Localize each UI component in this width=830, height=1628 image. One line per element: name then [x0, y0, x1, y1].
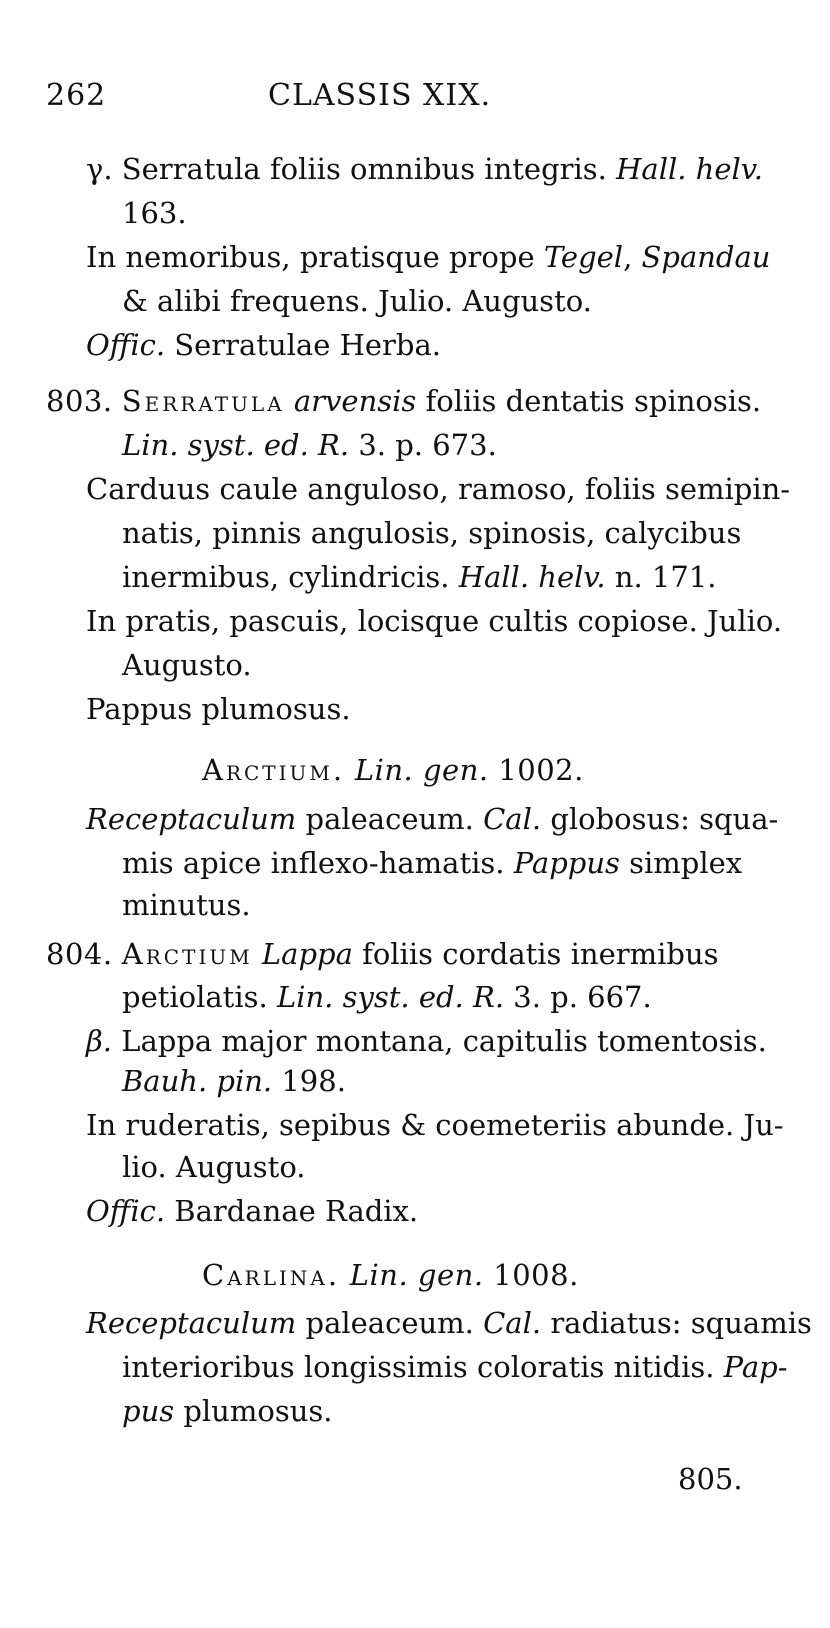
running-head-title: CLASSIS XIX. [268, 78, 492, 113]
species-name: arvensis [293, 384, 417, 418]
synonym-line: Carduus caule anguloso, ramoso, foliis semipin- [86, 472, 791, 506]
reference-number: 1008. [493, 1258, 579, 1292]
description-text: paleaceum. [305, 1306, 474, 1340]
comma: , [623, 240, 633, 274]
habitat-line: Augusto. [122, 648, 252, 682]
term: Receptaculum [86, 1306, 297, 1340]
species-name: Lappa [261, 937, 353, 971]
genus-description-line [86, 1305, 812, 1341]
reference-page: 3. p. 667. [513, 980, 652, 1014]
genus-carlina-heading [202, 1257, 579, 1293]
description-text: interioribus longissimis coloratis nitidis. [122, 1350, 715, 1384]
officinal-label: Offic. [86, 328, 166, 362]
synonym-text: inermibus, cylindricis. [122, 560, 450, 594]
term: Cal. [483, 802, 542, 836]
variety-beta-line [86, 1023, 767, 1059]
pappus-line: Pappus plumosus. [86, 692, 351, 726]
genus-name: Arctium. [202, 753, 346, 787]
diagnosis: foliis dentatis spinosis. [425, 384, 762, 418]
description-text: radiatus: squamis [550, 1306, 812, 1340]
reference: Lin. gen. [354, 753, 489, 787]
reference-number: 198. [281, 1064, 346, 1098]
officinal-text: Serratulae Herba. [174, 328, 441, 362]
reference: Lin. gen. [349, 1258, 484, 1292]
place-name: Spandau [641, 240, 771, 274]
variety-gamma-line [86, 151, 763, 187]
description-text: simplex [629, 846, 743, 880]
page-number: 262 [46, 78, 107, 113]
diagnosis: foliis cordatis inermibus [362, 937, 719, 971]
genus-description-line [86, 801, 778, 837]
description-text: globosus: squa- [550, 802, 779, 836]
term: Cal. [483, 1306, 542, 1340]
synonym-line: natis, pinnis angulosis, spinosis, calycibus [122, 516, 742, 550]
habitat-line: In pratis, pascuis, locisque cultis copiose. Julio. [86, 604, 783, 638]
reference-line [122, 427, 497, 463]
reference-number: 163. [122, 196, 187, 230]
reference: Bauh. pin. [122, 1064, 273, 1098]
officinal-line [86, 1193, 418, 1229]
genus-description-line [122, 1349, 788, 1385]
reference: Hall. helv. [616, 152, 763, 186]
diagnosis: petiolatis. [122, 980, 268, 1014]
reference: Lin. syst. ed. R. [122, 428, 350, 462]
habitat-line [86, 239, 770, 275]
genus-arctium-heading [202, 752, 584, 788]
genus-name: Serratula [121, 384, 285, 418]
habitat-line: In ruderatis, sepibus & coemeteriis abunde. Ju- [86, 1108, 784, 1142]
reference-number: 1002. [498, 753, 584, 787]
reference-line [122, 979, 652, 1015]
habitat-text: In nemoribus, pratisque prope [86, 240, 535, 274]
officinal-label: Offic. [86, 1194, 166, 1228]
variety-text: Serratula foliis omnibus integris. [121, 152, 607, 186]
synonym-line [122, 559, 716, 595]
variety-text: Lappa major montana, capitulis tomentosis. [121, 1024, 767, 1058]
variety-marker: β. [86, 1024, 112, 1058]
reference: Lin. syst. ed. R. [276, 980, 505, 1014]
description-text: paleaceum. [305, 802, 474, 836]
description-text: plumosus. [183, 1394, 333, 1428]
entry-804-heading [46, 936, 719, 972]
entry-number: 804. [46, 937, 113, 971]
variety-marker: γ. [86, 152, 113, 186]
genus-description-line [122, 845, 742, 881]
term: Pappus [513, 846, 620, 880]
reference: Hall. helv. [458, 560, 606, 594]
reference-line [122, 1063, 346, 1099]
place-name: Tegel [543, 240, 624, 274]
officinal-text: Bardanae Radix. [174, 1194, 419, 1228]
term: pus [122, 1394, 175, 1428]
genus-name: Arctium [121, 937, 253, 971]
habitat-line: lio. Augusto. [122, 1150, 306, 1184]
genus-description-line [122, 1393, 332, 1429]
term: Receptaculum [86, 802, 297, 836]
habitat-line: & alibi frequens. Julio. Augusto. [122, 284, 592, 318]
catchword: 805. [678, 1462, 743, 1496]
entry-803-heading [46, 383, 761, 419]
reference-page: 3. p. 673. [358, 428, 497, 462]
genus-name: Carlina. [202, 1258, 341, 1292]
reference-number: n. 171. [614, 560, 717, 594]
genus-description-line: minutus. [122, 888, 251, 922]
officinal-line [86, 327, 441, 363]
entry-number: 803. [46, 384, 113, 418]
term: Pap- [723, 1350, 788, 1384]
description-text: mis apice inflexo-hamatis. [122, 846, 505, 880]
